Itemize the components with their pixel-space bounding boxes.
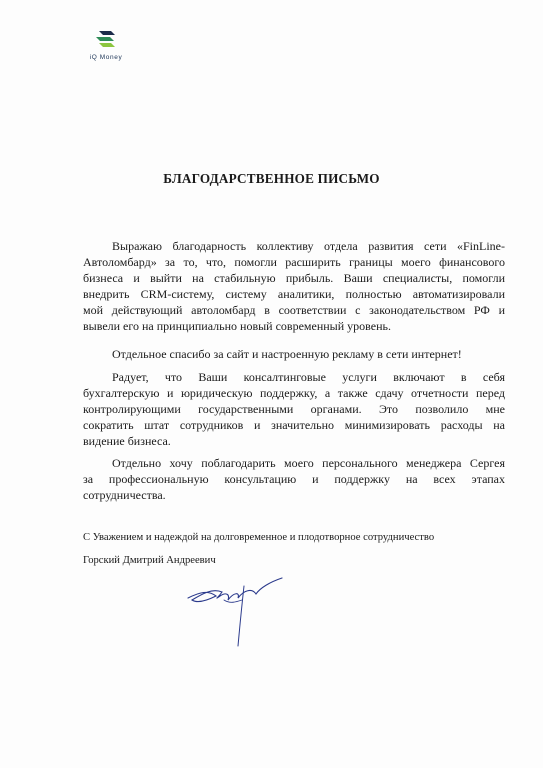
paragraph-line: за профессиональную консультацию и поддержку на всех этапах [83, 472, 505, 487]
paragraph-4 [83, 455, 505, 503]
paragraph-line: Отдельное спасибо за сайт и настроенную рекламу в сети интернет! [112, 347, 462, 361]
paragraph-line: Автоломбард» за то, что, помогли расширить границы моего финансового [83, 255, 505, 270]
paragraph-line: вывели его на принципиально новый современный уровень. [83, 319, 391, 334]
paragraph-2 [83, 346, 505, 362]
paragraph-line: контролирующими государственными органами. Это позволило мне [83, 402, 505, 417]
paragraph-line: бизнеса и выйти на стабильную прибыль. Ваши специалисты, помогли [83, 271, 505, 286]
signer-name: Горский Дмитрий Андреевич [83, 555, 216, 566]
paragraph-line: Отдельно хочу поблагодарить моего персонального менеджера Сергея [112, 456, 505, 470]
paragraph-line: мой действующий автоломбард в соответствии с законодательством РФ и [83, 303, 505, 318]
paragraph-1 [83, 238, 505, 335]
paragraph-line: бухгалтерскую и юридическую поддержку, а также сдачу отчетности перед [83, 386, 505, 401]
paragraph-3 [83, 369, 505, 449]
paragraph-line: видение бизнеса. [83, 434, 171, 449]
handwritten-signature [178, 570, 298, 650]
company-logo [82, 30, 130, 61]
letter-title: БЛАГОДАРСТВЕННОЕ ПИСЬМО [163, 171, 380, 186]
paragraph-line: внедрить CRM-систему, систему аналитики, полностью автоматизировали [83, 287, 505, 302]
logo-text: iQ Money [89, 54, 123, 61]
iq-money-logo-icon [93, 30, 119, 52]
paragraph-line: Выражаю благодарность коллективу отдела развития сети «FinLine- [112, 239, 505, 253]
paragraph-line: сократить штат сотрудников и значительно минимизировать расходы на [83, 418, 505, 433]
paragraph-line: сотрудничества. [83, 488, 166, 503]
paragraph-line: Радует, что Ваши консалтинговые услуги включают в себя [112, 370, 505, 384]
closing-line: С Уважением и надеждой на долговременное и плодотворное сотрудничество [83, 532, 435, 543]
